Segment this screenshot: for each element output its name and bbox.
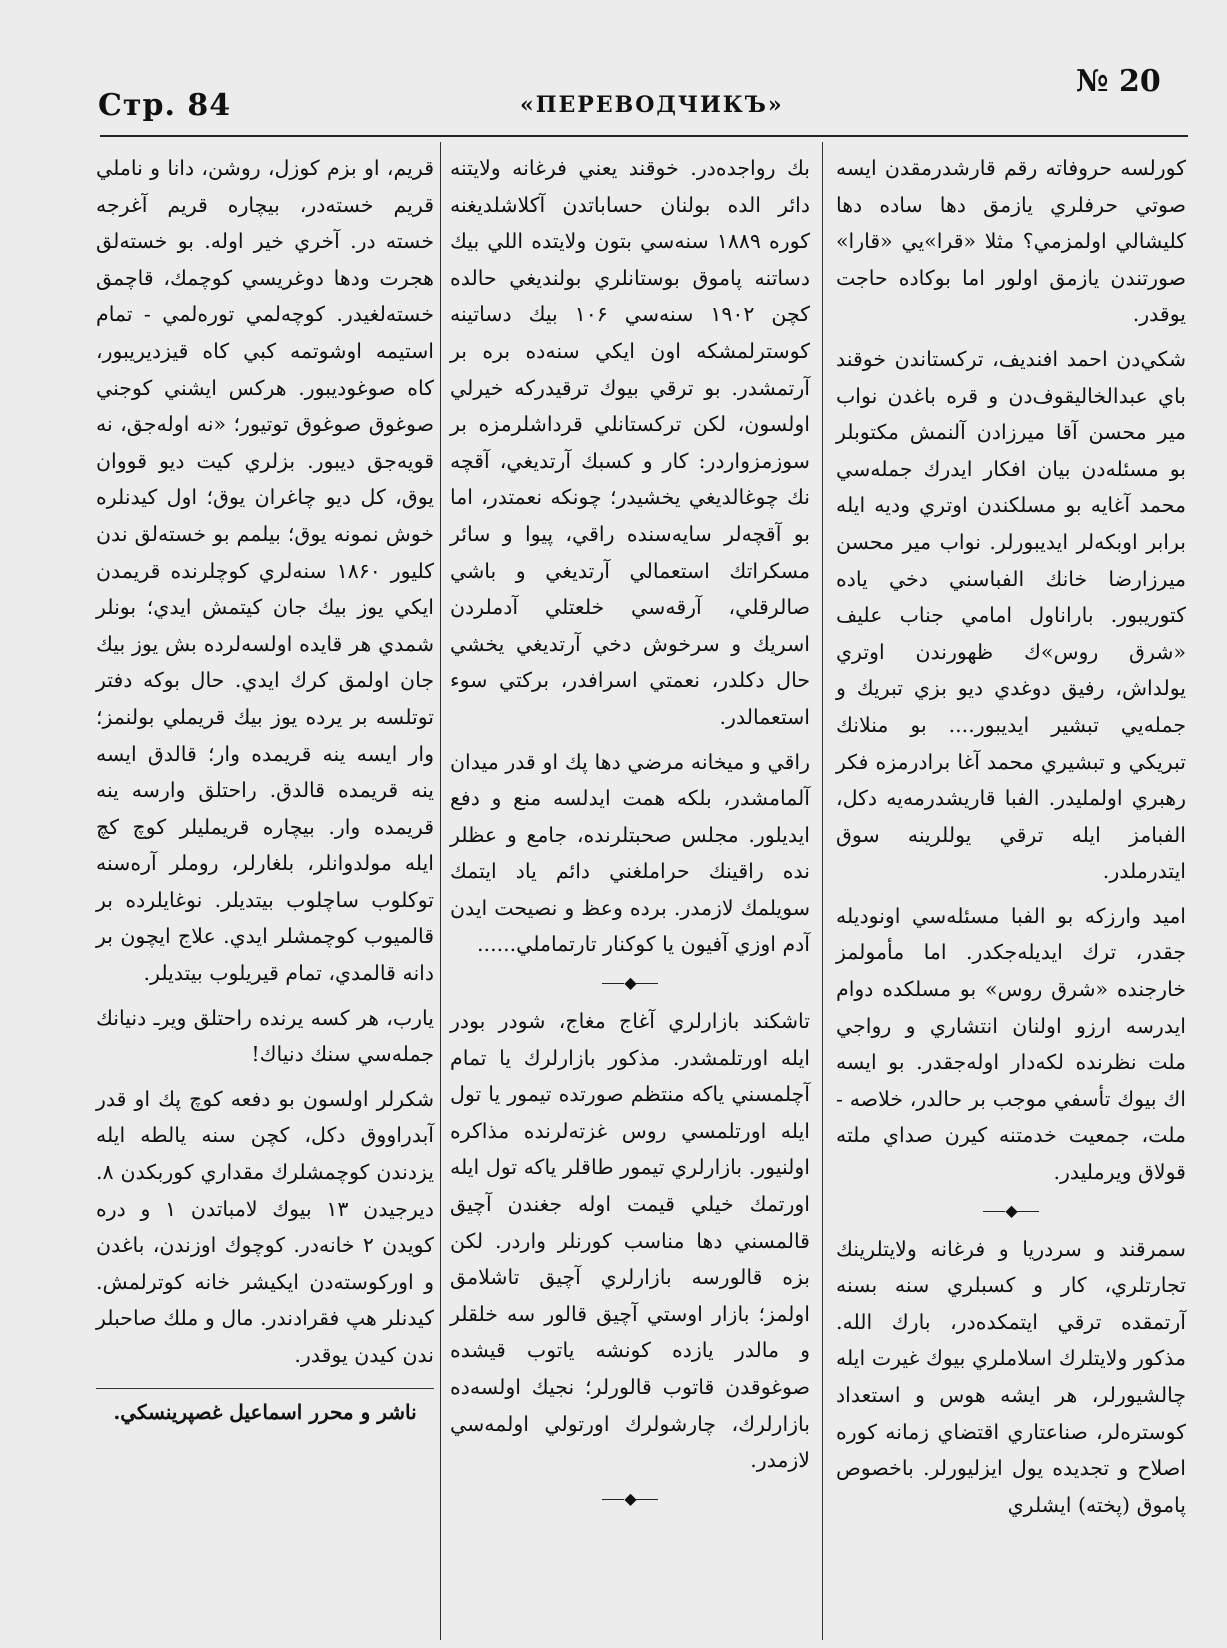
page-number: Стр. 84 xyxy=(98,88,232,123)
column-right xyxy=(836,150,1186,1640)
paragraph: راقي و ميخانه مرضي دها پك او قدر ميدان آلمامشدر، بلكه همت ايدلسه منع و دفع ايديلور. مجلس صحبتلرنده، جامع و عظلر نده راقينك حراملغني دائم ياد ايتمك سويلمك لازمدر. برده وعظ و نصيحت ايدن آدم اوزي آفيون يا كوكنار تارتماملي...... xyxy=(450,749,810,957)
publisher-line: ناشر و محرر اسماعيل غصپرينسكي. xyxy=(113,1399,417,1424)
publisher-rule xyxy=(96,1388,434,1389)
newspaper-title: «ПЕРЕВОДЧИКЪ» xyxy=(520,92,784,118)
section-ornament: ◆ xyxy=(450,969,810,997)
header-rule xyxy=(100,135,1188,137)
paragraph: اميد وارزكه بو الفبا مسئله‌سي اونوديله جقدر، ترك ايديله‌جكدر. اما مأمولمز خارجنده «شرق روس» بو مسلكده دوام ايدرسه ارزو اولنان انتشاري و رواجي ملت نظرنده لكه‌دار اوله‌جقدر. بو ايسه اك بيوك تأسفي موجب بر حالدر، خلاصه - ملت، جمعيت خدمتنه كيرن صداي ملته قولاق ويرمليدر. xyxy=(836,903,1186,1185)
column-divider xyxy=(440,142,441,1640)
column-divider xyxy=(822,142,823,1640)
section-ornament: ◆ xyxy=(450,1485,810,1513)
paragraph: تاشكند بازارلري آغاج مغاج، شودر بودر ايله اورتلمشدر. مذكور بازارلرك يا تمام آچلمسني ياكه منتظم صورتده تيمور يا تول ايله اورتلمسي روس غزته‌لرنده مذاكره اولنيور. بازارلري تيمور طاقلر ياكه تول ايله اورتمك خيلي قيمت اوله جغندن آچيق قالمسني دها مناسب كورنلر واردر. لكن بزه قالورسه بازارلري آچيق تاشلامق اولمز؛ بازار اوستي آچيق قالور سه خلقلر و مالدر يازده كونشه ياتوب قيشده صوغوقدن قاتوب قالورلر؛ نجيك اولسه‌ده بازارلرك، چارشولرك اورتولي اولمه‌سي لازمدر. xyxy=(450,1009,810,1473)
paragraph: كورلسه حروفاته رقم قارشدرمقدن ايسه صوتي حرفلري يازمق دها ساده دها كليشالي اولمزمي؟ مثلا «قرا»يي «قارا» صورتندن يازمق اولور اما بوكاده حاجت يوقدر. xyxy=(836,156,1186,327)
paragraph: سمرقند و سردريا و فرغانه ولايتلرينك تجارتلري، كار و كسبلري سنه بسنه آرتمقده ترقي ايتمكده‌در، بارك الله. مذكور ولايتلرك اسلاملري بيوك غيرت ايله چالشيورلر، هر ايشه هوس و استعداد كوستره‌لر، صناعتاري اقتضاي زمانه كوره اصلاح و تجديده يول ايزليورلر. باخصوص پاموق (پخته) ايشلري xyxy=(836,1236,1186,1517)
section-ornament: ◆ xyxy=(836,1197,1186,1225)
column-left xyxy=(96,150,434,1640)
paragraph: يارب، هر كسه يرنده راحتلق ويرـ دنيانك جمله‌سي سنك دنياك! xyxy=(96,1005,434,1067)
column-middle xyxy=(450,150,810,1640)
issue-number: № 20 xyxy=(1076,64,1161,99)
paragraph: شكرلر اولسون بو دفعه كوچ پك او قدر آبدراووق دكل، كچن سنه يالطه ايله يزدندن كوچمشلرك مقداري كوربكدن ۸. ديرجيدن ۱۳ بيوك لامباتدن ۱ و دره كويدن ۲ خانه‌در. كوچوك اوزندن، باغدن و اوركوسته‌دن ايكيشر خانه كوترلمش. كيدنلر هپ فقرادندر. مال و ملك صاحبلر ندن كيدن يوقدر. xyxy=(96,1086,434,1367)
paragraph: شكي‌دن احمد افنديف، تركستاندن خوقند باي عبدالخاليقوف‌دن و قره باغدن نواب مير محسن آقا ميرزادن آلنمش مكتوبلر بو مسئله‌دن بيان افكار ايدرك جمله‌سي محمد آغايه بو مسلكندن اوتري وديه ايله برابر اوبكه‌لر ايديبورلر. نواب مير محسن ميرزارضا خانك الفباسني دخي ياده كتوريبور. باراناول امامي جناب عليف «شرق روس»ك ظهورندن اوتري يولداش، رفيق دوغدي ديو بزي تبريك و جمله‌يي تبشير ايديبور.... بو منلانك تبريكي و تبشيري محمد آغا برادرمزه فكر رهبري اولمليدر. الفبا قاريشدرمه‌يه دكل، الفبامز ايله ترقي يوللرينه سوق ايتدرملدر. xyxy=(836,346,1186,884)
paragraph: بك رواجده‌در. خوقند يعني فرغانه ولايتنه دائر الده بولنان حساباتدن آكلاشلديغنه كوره ۱۸۸۹ سنه‌سي بتون ولايتده اللي بيك دساتنه پاموق بوستانلري بولنديغي حالده كچن ۱۹۰۲ سنه‌سي ۱۰۶ بيك دساتينه كوسترلمشكه اون ايكي سنه‌ده بره بر آرتمشدر. بو ترقي بيوك ترقيدركه خيرلي اولسون، لكن تركستانلي قرداشلرمزه بر سوزمزواردر: كار و كسبك آرتديغي، آقچه نك چوغالديغي يخشيدر؛ چونكه نعمتدر، اما بو آقچه‌لر سايه‌سنده راقي، پيوا و سائر مسكراتك استعمالي آرتديغي و باشي صالرقلي، آرقه‌سي خلعتلي آدملردن اسريك و سرخوش دخي آرتديغي يخشي حال دكلدر، نعمتي اسرافدر، بركتي سوء استعمالدر. xyxy=(450,156,811,729)
paragraph: قريم، او بزم كوزل، روشن، دانا و ناملي قريم خسته‌در، بيچاره قريم آغرجه خسته در. آخري خير اوله. بو خسته‌لق هجرت ودها دوغريسي كوچمك، قاچمق خسته‌لغيدر. كوچه‌لمي تورەلمي - تمام استيمه اوشوتمه كبي كاه قيزديريبور، كاه صوغوديبور. هركس ايشني كوجني صوغوق صوغوق توتيور؛ «نه اوله‌جق، نه قويه‌جق ديبور. بزلري كيت ديو قووان يوق، كل ديو چاغران يوق؛ اول كيدنلره خوش نمونه يوق؛ بيلمم بو خسته‌لق ندن كليور ۱۸۶۰ سنه‌لري كوچلرنده قريمدن ايكي يوز بيك جان كيتمش ايدي؛ بونلر شمدي هر قايده اولسه‌لرده بش يوز بيك جان اولمق كرك ايدي. حال بوكه دفتر توتلسه بر يرده يوز بيك قريملي بولنمز؛ وار ايسه ينه قريمده وار؛ قالدق ايسه ينه قريمده قالدق. راحتلق وارسه ينه قريمده وار. بيچاره قريمليلر كوچ كچ ايله مولدوانلر، بلغارلر، روملر آره‌سنه توكلوب ساچلوب بيتديلر. نوغايلرده بر قالميوب كوچمشلر ايدي. علاج ايچون بر دانه قالمدي، تمام قيريلوب بيتديلر. xyxy=(96,156,434,986)
